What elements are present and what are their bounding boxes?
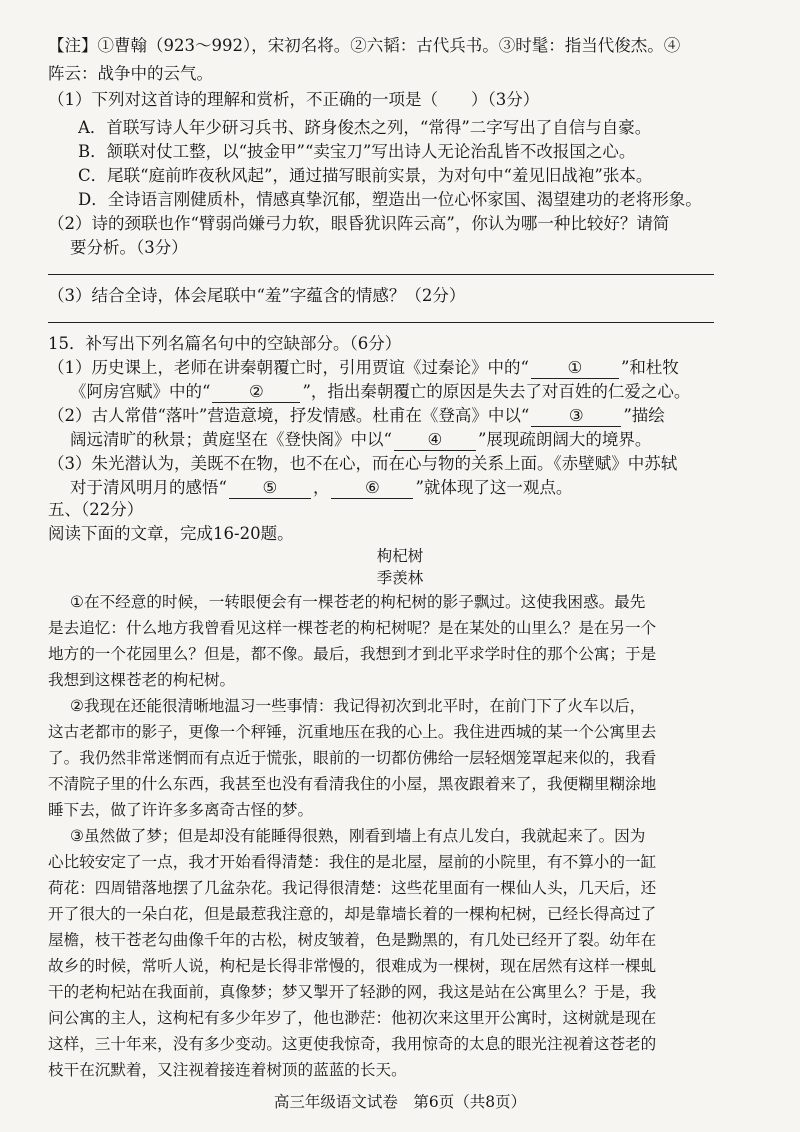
article-author: 季羡林 (376, 569, 424, 587)
article-line-1: ①在不经意的时候，一转眼便会有一棵苍老的枸杞树的影子飘过。这使我困惑。最先 (70, 593, 646, 611)
article-line-12: 荷花：四周错落地摆了几盆杂花。我记得很清楚：这些花里面有一棵仙人头，几天后，还 (48, 879, 657, 897)
section-5-title: 五、（22分） (48, 500, 144, 519)
article-line-16: 干的老枸杞站在我面前，真像梦；梦又掣开了轻渺的网，我这是站在公寓里么？于是，我 (48, 983, 657, 1001)
q15-item2-text-a: （2）古人常借“落叶”营造意境，抒发情感。杜甫在《登高》中以“ (48, 406, 530, 425)
article-line-3: 地方的一个花园里么？但是，都不像。最后，我想到才到北平求学时住的那个公寓；于是 (48, 645, 657, 663)
article-line-13: 开了很大的一朵白花，但是最惹我注意的，却是靠墙长着的一棵枸杞树，已经长得高过了 (48, 905, 657, 923)
poem-note-line-1: 【注】①曹翰（923～992），宋初名将。②六韬：古代兵书。③时髦：指当代俊杰。④ (48, 36, 681, 55)
q15-item1-text-b: ”和杜牧 (620, 358, 679, 377)
q14-option-d: D．全诗语言刚健质朴，情感真挚沉郁，塑造出一位心怀家国、渴望建功的老将形象。 (78, 190, 702, 209)
q14-sub3: （3）结合全诗，体会尾联中“羞”字蕴含的情感？（2分） (48, 286, 466, 305)
q14-sub2-line-1: （2）诗的颈联也作“臂弱尚嫌弓力软，眼昏犹识阵云高”，你认为哪一种比较好？请简 (48, 214, 670, 233)
q15-item3-line-1: （3）朱光潜认为，美既不在物，也不在心，而在心与物的关系上面。《赤壁赋》中苏轼 (48, 454, 678, 473)
q15-item2-text-b: ”描绘 (623, 406, 665, 425)
q14-sub2-line-2: 要分析。（3分） (70, 238, 188, 257)
q15-item3-text-a: 对于清风明月的感悟“ (70, 478, 227, 497)
article-line-5: ②我现在还能很清晰地温习一些事情：我记得初次到北平时，在前门下了火车以后， (70, 697, 646, 715)
blank-5[interactable]: ⑤ (229, 478, 311, 499)
q14-option-a: A．首联写诗人年少研习兵书、跻身俊杰之列，“常得”二字写出了自信与自豪。 (78, 118, 652, 137)
blank-6[interactable]: ⑥ (331, 478, 413, 499)
section-5-instruction: 阅读下面的文章，完成16-20题。 (48, 524, 294, 543)
q15-item3-comma: ， (312, 478, 330, 497)
article-line-17: 问公寓的主人，这枸杞有多少年岁了，他也渺茫：他初次来这里开公寓时，这树就是现在 (48, 1009, 657, 1027)
q14-sub3-answer-line[interactable] (48, 322, 714, 323)
q14-option-c: C．尾联“庭前昨夜秋风起”，通过描写眼前实景，为对句中“羞见旧战袍”张本。 (78, 166, 653, 185)
q15-item2-line-1 (48, 404, 760, 428)
q15-item1-text-d: ”，指出秦朝覆亡的原因是失去了对百姓的仁爱之心。 (302, 382, 691, 401)
article-title: 枸杞树 (376, 547, 424, 565)
q15-item1-text-c: 《阿房宫赋》中的“ (70, 382, 211, 401)
q15-item2-line-2 (70, 428, 760, 452)
blank-2[interactable]: ② (212, 382, 300, 403)
article-line-19: 枝干在沉默着，又注视着接连着树顶的蓝蓝的长天。 (48, 1061, 407, 1079)
article-line-11: 心比较安定了一点，我才开始看得清楚：我住的是北屋，屋前的小院里，有不算小的一缸 (48, 853, 657, 871)
article-line-18: 这样，三十年来，没有多少变动。这更使我惊奇，我用惊奇的太息的眼光注视着这苍老的 (48, 1035, 657, 1053)
article-line-2: 是去追忆：什么地方我曾看见这样一棵苍老的枸杞树呢？是在某处的山里么？是在另一个 (48, 619, 657, 637)
blank-3[interactable]: ③ (531, 406, 621, 427)
q14-sub2-answer-line[interactable] (48, 274, 714, 275)
page-footer: 高三年级语文试卷 第6页（共8页） (273, 1093, 527, 1111)
blank-4[interactable]: ④ (394, 430, 476, 451)
article-line-6: 这古老都市的影子，更像一个秤锤，沉重地压在我的心上。我住进西城的某一个公寓里去 (48, 723, 657, 741)
q15-item3-text-b: ”就体现了这一观点。 (415, 478, 573, 497)
q14-option-b: B．颔联对仗工整，以“披金甲”“卖宝刀”写出诗人无论治乱皆不改报国之心。 (78, 142, 636, 161)
q14-sub1-stem: （1）下列对这首诗的理解和赏析，不正确的一项是（ ）（3分） (48, 90, 540, 109)
poem-note-line-2: 阵云：战争中的云气。 (48, 64, 213, 83)
article-line-7: 了。我仍然非常迷惘而有点近于慌张，眼前的一切都仿佛给一层轻烟笼罩起来似的，我看 (48, 749, 657, 767)
article-line-8: 不清院子里的什么东西，我甚至也没有看清我住的小屋，黑夜跟着来了，我便糊里糊涂地 (48, 775, 657, 793)
article-line-9: 睡下去，做了许许多多离奇古怪的梦。 (48, 801, 314, 819)
q15-item3-line-2 (70, 476, 760, 500)
blank-1[interactable]: ① (531, 358, 619, 379)
q15-item1-text-a: （1）历史课上，老师在讲秦朝覆亡时，引用贾谊《过秦论》中的“ (48, 358, 529, 377)
article-line-14: 屋檐，枝干苍老勾曲像千年的古松，树皮皱着，色是黝黑的，有几处已经开了裂。幼年在 (48, 931, 657, 949)
article-line-15: 故乡的时候，常听人说，枸杞是长得非常慢的，很难成为一棵树，现在居然有这样一棵虬 (48, 957, 657, 975)
q15-title: 15．补写出下列名篇名句中的空缺部分。（6分） (48, 334, 402, 353)
q15-item2-text-d: ”展现疏朗阔大的境界。 (477, 430, 652, 449)
article-line-10: ③虽然做了梦；但是却没有能睡得很熟，刚看到墙上有点儿发白，我就起来了。因为 (70, 827, 646, 845)
q15-item1-line-2 (70, 380, 760, 404)
article-line-4: 我想到这棵苍老的枸杞树。 (48, 671, 236, 689)
q15-item1-line-1 (48, 356, 760, 380)
q15-item2-text-c: 阔远清旷的秋景；黄庭坚在《登快阁》中以“ (70, 430, 392, 449)
